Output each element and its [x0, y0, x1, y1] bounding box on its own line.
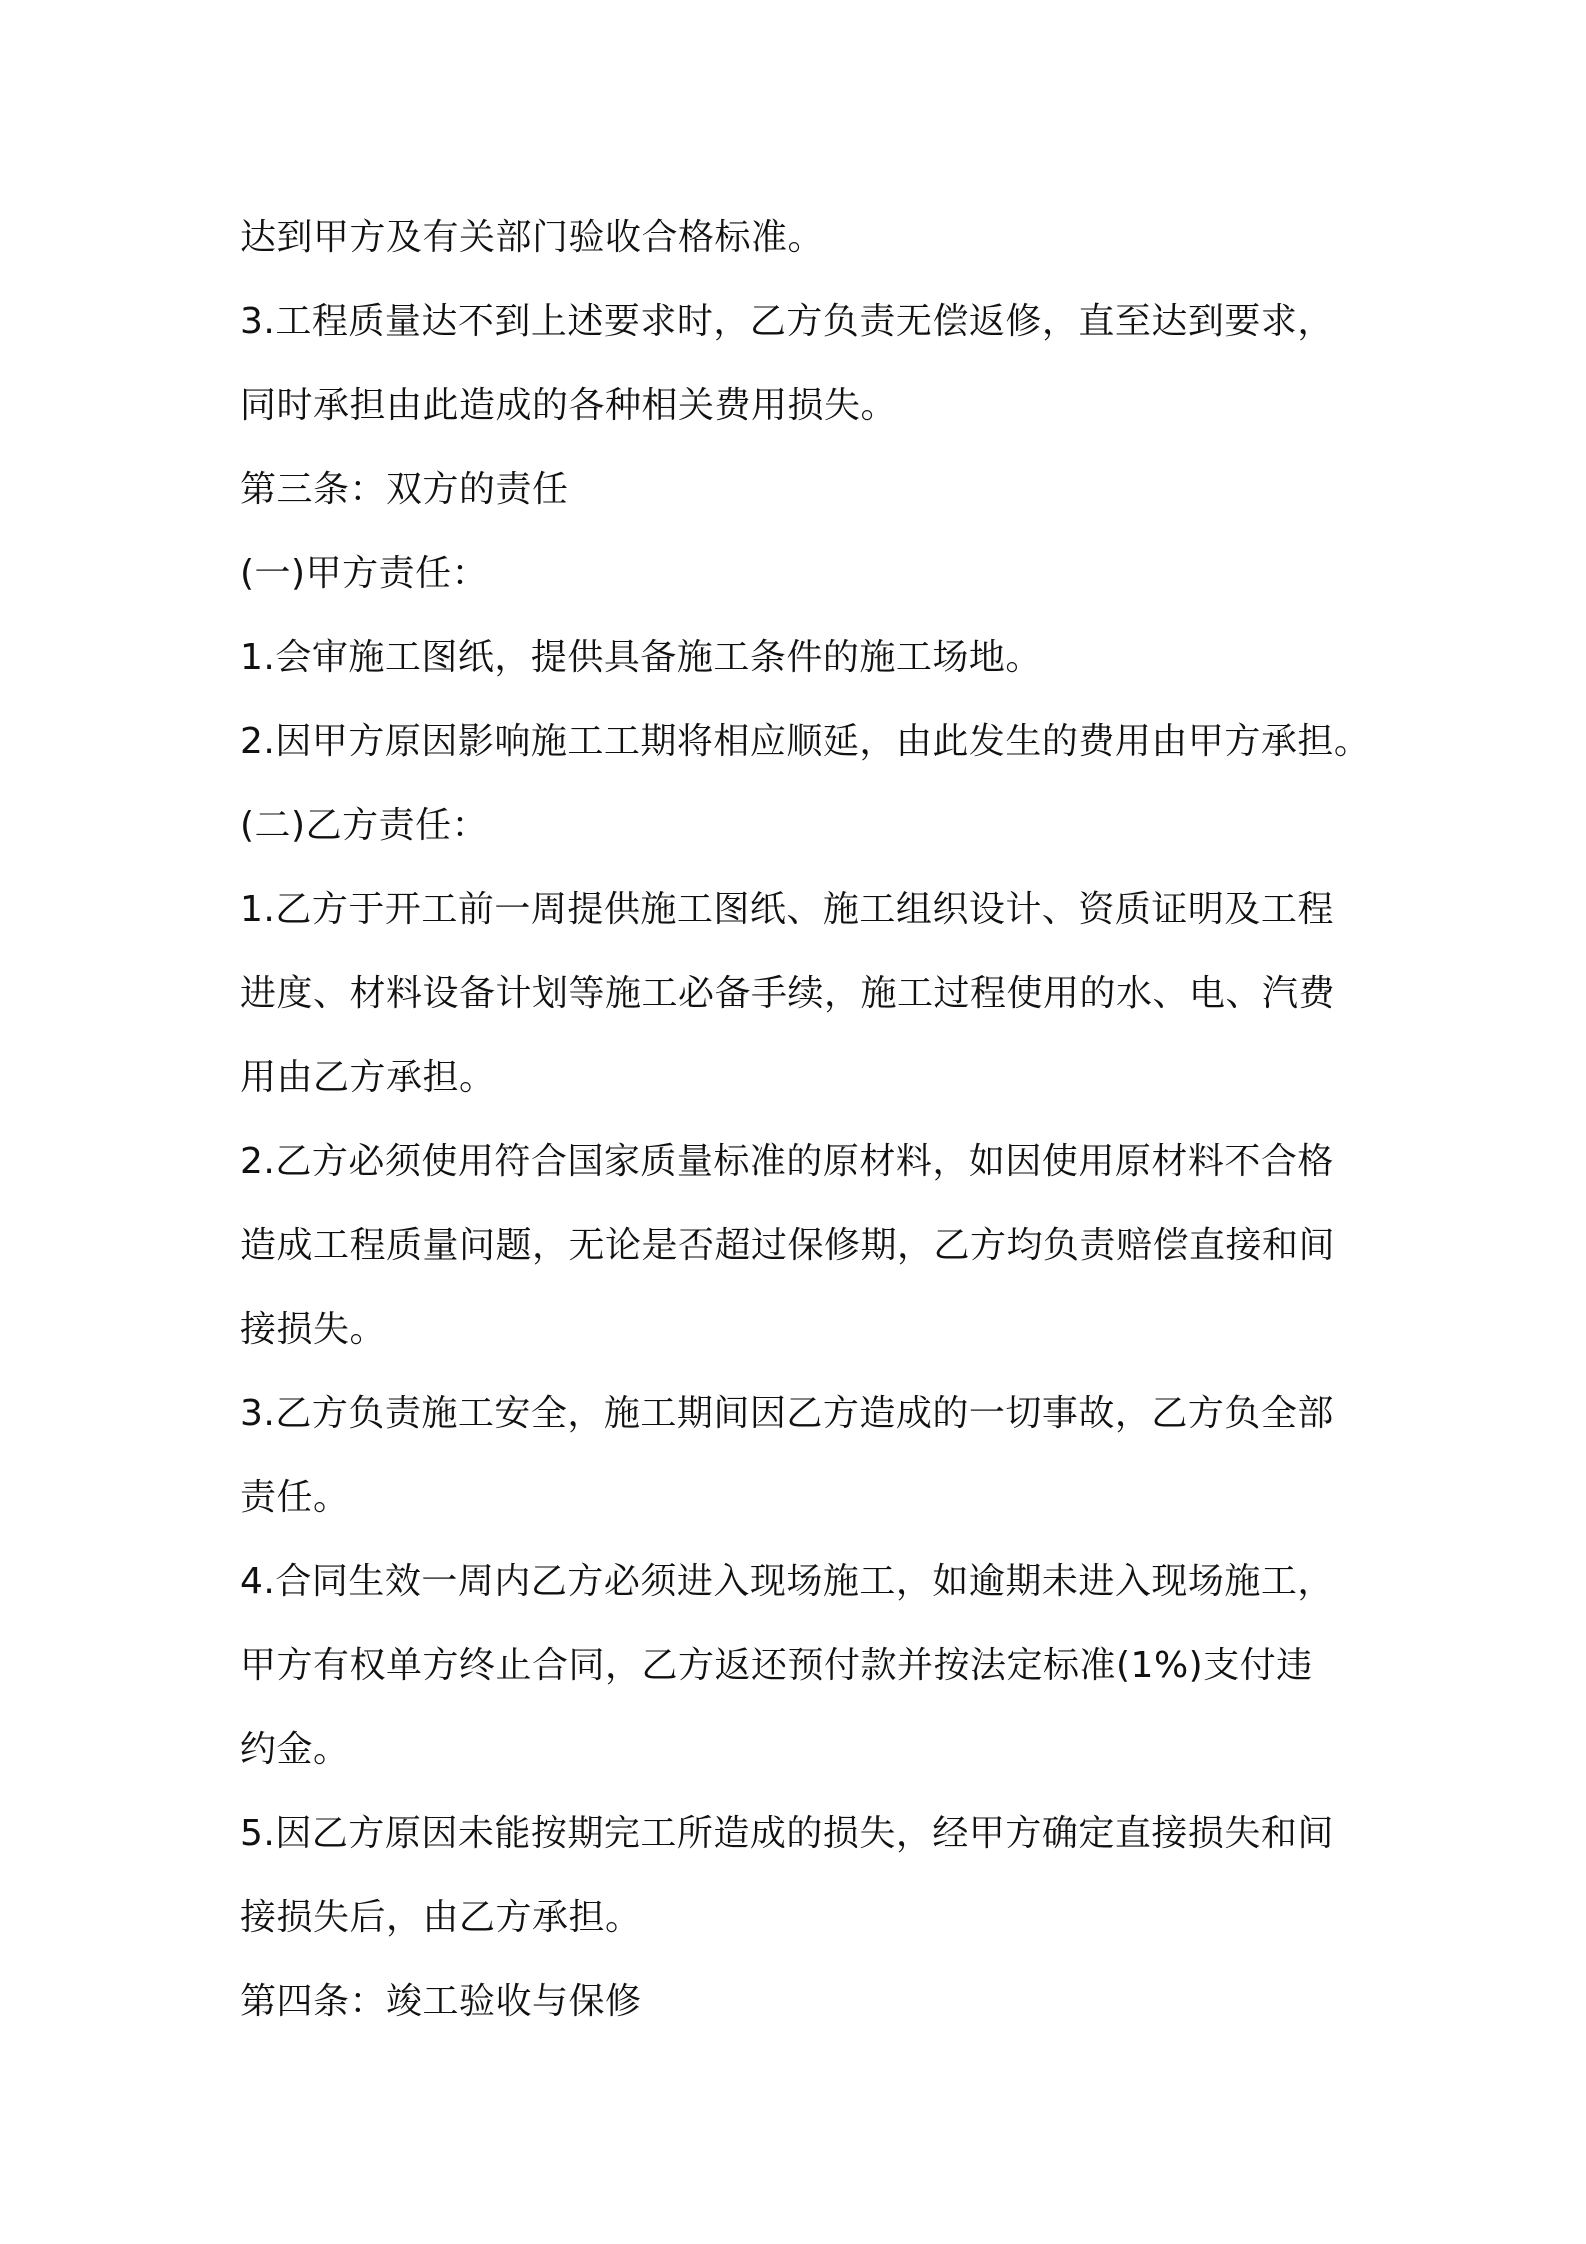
subsection-heading: (一)甲方责任：: [240, 553, 489, 594]
text-line: 接损失。: [240, 1309, 387, 1350]
text-line: 1.乙方于开工前一周提供施工图纸、施工组织设计、资质证明及工程: [240, 889, 1334, 930]
text-line: 造成工程质量问题，无论是否超过保修期，乙方均负责赔偿直接和间: [240, 1225, 1336, 1266]
section-heading: 第三条：双方的责任: [240, 469, 569, 510]
text-line: 3.乙方负责施工安全，施工期间因乙方造成的一切事故，乙方负全部: [240, 1393, 1334, 1434]
text-line: 责任。: [240, 1477, 350, 1518]
text-line: 甲方有权单方终止合同，乙方返还预付款并按法定标准(1%)支付违: [240, 1645, 1313, 1686]
text-line: 同时承担由此造成的各种相关费用损失。: [240, 385, 898, 426]
text-line: 约金。: [240, 1729, 350, 1770]
subsection-heading: (二)乙方责任：: [240, 805, 489, 846]
text-line: 达到甲方及有关部门验收合格标准。: [240, 217, 825, 258]
section-heading: 第四条：竣工验收与保修: [240, 1981, 642, 2022]
text-line: 4.合同生效一周内乙方必须进入现场施工，如逾期未进入现场施工，: [240, 1561, 1334, 1602]
text-line: 3.工程质量达不到上述要求时，乙方负责无偿返修，直至达到要求，: [240, 301, 1334, 342]
text-line: 2.乙方必须使用符合国家质量标准的原材料，如因使用原材料不合格: [240, 1141, 1334, 1182]
text-line: 进度、材料设备计划等施工必备手续，施工过程使用的水、电、汽费: [240, 973, 1336, 1014]
document-body: [240, 196, 1380, 2044]
text-line: 1.会审施工图纸，提供具备施工条件的施工场地。: [240, 637, 1042, 678]
text-line: 用由乙方承担。: [240, 1057, 496, 1098]
text-line: 接损失后，由乙方承担。: [240, 1897, 642, 1938]
text-line: 5.因乙方原因未能按期完工所造成的损失，经甲方确定直接损失和间: [240, 1813, 1334, 1854]
text-line: 2.因甲方原因影响施工工期将相应顺延，由此发生的费用由甲方承担。: [240, 721, 1371, 762]
